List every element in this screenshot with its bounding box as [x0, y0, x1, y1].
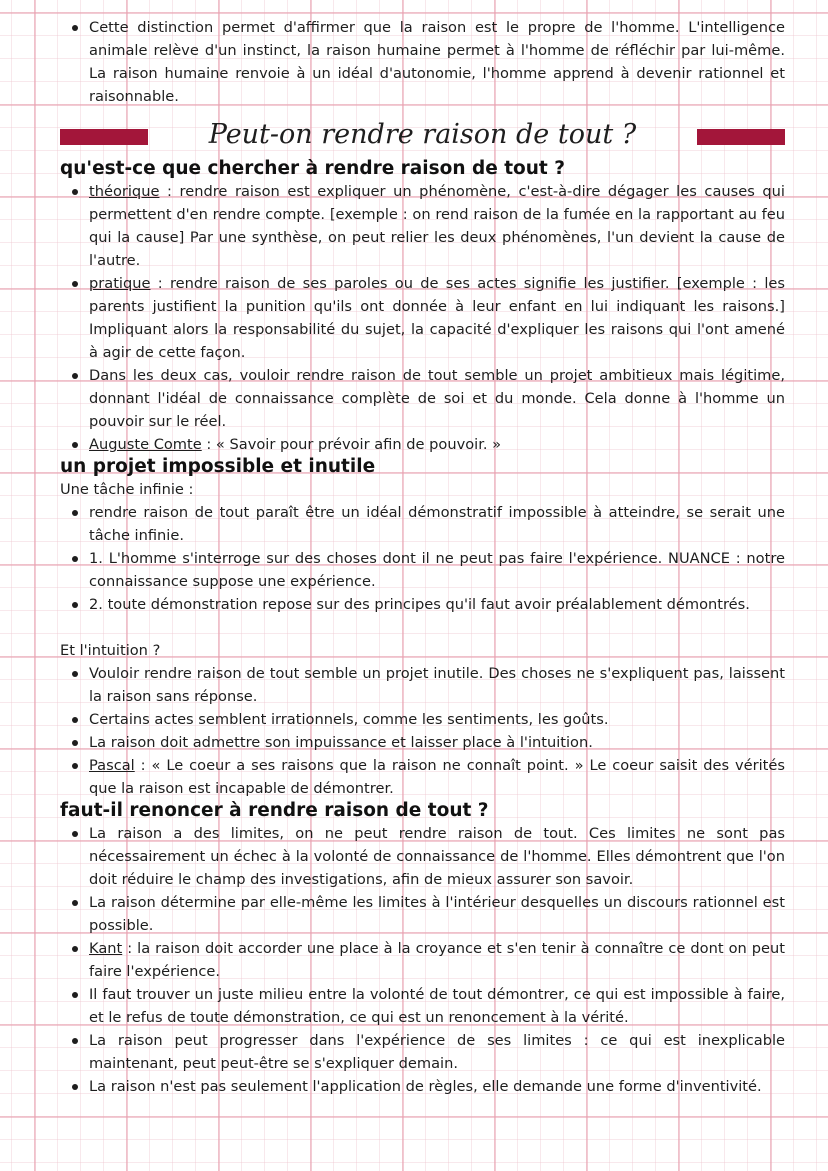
list-item: Pascal : « Le coeur a ses raisons que la raison ne connaît point. » Le coeur saisit des vérités que la raison est incapable de démontrer. — [60, 754, 785, 800]
list-item: Kant : la raison doit accorder une place à la croyance et s'en tenir à connaître ce dont on peut faire l'expérience. — [60, 937, 785, 983]
list-item: Vouloir rendre raison de tout semble un projet inutile. Des choses ne s'expliquent pas, laissent la raison sans réponse. — [60, 662, 785, 708]
list-item: Dans les deux cas, vouloir rendre raison de tout semble un projet ambitieux mais légitime, donnant l'idéal de connaissance complète de soi et du monde. Cela donne à l'homme un pouvoir sur le réel. — [60, 364, 785, 433]
term-kant: Kant — [89, 940, 123, 957]
list-item: Il faut trouver un juste milieu entre la volonté de tout démontrer, ce qui est impossible à faire, et le refus de toute démonstration, ce qui est un renoncement à la vérité. — [60, 983, 785, 1029]
section-2-intro: Une tâche infinie : — [60, 481, 194, 498]
title-row — [60, 116, 785, 158]
section-heading-3: faut-il renoncer à rendre raison de tout ? — [60, 800, 489, 821]
page-title: Peut-on rendre raison de tout ? — [208, 119, 637, 150]
document-page — [60, 16, 785, 1098]
list-item: Certains actes semblent irrationnels, comme les sentiments, les goûts. — [60, 708, 785, 731]
intro-list — [60, 16, 785, 108]
section-heading-1: qu'est-ce que chercher à rendre raison de tout ? — [60, 158, 565, 179]
section-2-list — [60, 501, 785, 616]
section-2-list-2 — [60, 662, 785, 800]
section-3-list — [60, 822, 785, 1098]
list-item: La raison a des limites, on ne peut rendre raison de tout. Ces limites ne sont pas nécessairement un échec à la volonté de connaissance de l'homme. Elles démontrent que l'on doit réduire le champ des investigations, afin de mieux assurer son savoir. — [60, 822, 785, 891]
list-item: La raison détermine par elle-même les limites à l'intérieur desquelles un discours rationnel est possible. — [60, 891, 785, 937]
section-2-intro-2: Et l'intuition ? — [60, 642, 161, 659]
list-item: 2. toute démonstration repose sur des principes qu'il faut avoir préalablement démontrés. — [60, 593, 785, 616]
title-bar-right — [697, 129, 785, 145]
section-1-list — [60, 180, 785, 456]
list-item: 1. L'homme s'interroge sur des choses dont il ne peut pas faire l'expérience. NUANCE : notre connaissance suppose une expérience. — [60, 547, 785, 593]
list-item: Cette distinction permet d'affirmer que la raison est le propre de l'homme. L'intelligence animale relève d'un instinct, la raison humaine permet à l'homme de réfléchir par lui-même. La raison humaine renvoie à un idéal d'autonomie, l'homme apprend à devenir rationnel et raisonnable. — [60, 16, 785, 108]
list-item: La raison doit admettre son impuissance et laisser place à l'intuition. — [60, 731, 785, 754]
term-auguste-comte: Auguste Comte — [89, 436, 202, 453]
list-item: La raison peut progresser dans l'expérience de ses limites : ce qui est inexplicable maintenant, peut peut-être se s'expliquer demain. — [60, 1029, 785, 1075]
list-item: rendre raison de tout paraît être un idéal démonstratif impossible à atteindre, se serait une tâche infinie. — [60, 501, 785, 547]
section-heading-2: un projet impossible et inutile — [60, 456, 376, 477]
list-item: La raison n'est pas seulement l'application de règles, elle demande une forme d'inventivité. — [60, 1075, 785, 1098]
list-item: pratique : rendre raison de ses paroles ou de ses actes signifie les justifier. [exemple : les parents justifient la punition qu'ils ont donnée à leur enfant en lui indiquant les raisons.] Impliquant alors la responsabilité du sujet, la capacité d'expliquer les raisons qui l'ont amené à agir de cette façon. — [60, 272, 785, 364]
term-pratique: pratique — [89, 275, 151, 292]
term-theorique: théorique — [89, 183, 160, 200]
list-item: Auguste Comte : « Savoir pour prévoir afin de pouvoir. » — [60, 433, 785, 456]
term-pascal: Pascal — [89, 757, 135, 774]
spacer — [60, 616, 785, 639]
list-item: théorique : rendre raison est expliquer un phénomène, c'est-à-dire dégager les causes qui permettent d'en rendre compte. [exemple : on rend raison de la fumée en la rapportant au feu qui la cause] Par une synthèse, on peut relier les deux phénomènes, l'un devient la cause de l'autre. — [60, 180, 785, 272]
